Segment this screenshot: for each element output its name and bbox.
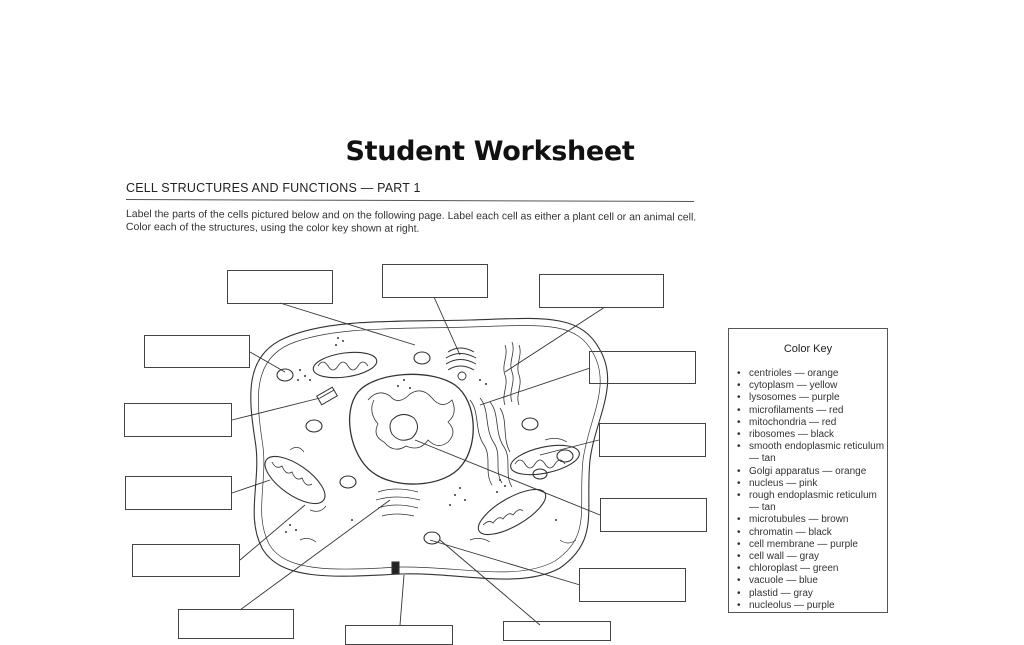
centriole	[317, 387, 338, 405]
color-key-item: • microtubules — brown	[749, 514, 887, 526]
nucleus-envelope	[350, 374, 474, 484]
color-key-item: • ribosomes — black	[749, 429, 887, 441]
instructions-text: Label the parts of the cells pictured below and on the following page. Label each cell as either a plant cell or an animal cell. Color each of the structures, using the color key shown at right.	[125, 208, 697, 235]
label-box-top-center[interactable]	[382, 264, 488, 298]
color-key-item: • plastid — gray	[749, 588, 887, 600]
leader-lines	[232, 297, 605, 625]
color-key-item: • vacuole — blue	[749, 575, 887, 587]
color-key-item: • Golgi apparatus — orange	[749, 466, 887, 478]
mitochondrion-top	[312, 349, 379, 382]
color-key-item: • nucleus — pink	[749, 478, 887, 490]
color-key-item: • cytoplasm — yellow	[749, 380, 887, 392]
label-box-right-2[interactable]	[599, 423, 706, 457]
color-key-item: • chloroplast — green	[749, 563, 887, 575]
label-box-left-3[interactable]	[125, 476, 232, 510]
microfilaments	[290, 438, 576, 543]
color-key-item: • smooth endoplasmic reticulum — tan	[749, 441, 887, 465]
label-box-bottom-3[interactable]	[503, 621, 611, 641]
vacuole-5	[522, 418, 538, 430]
color-key-item: • cell membrane — purple	[749, 539, 887, 551]
label-box-bottom-2[interactable]	[345, 625, 453, 645]
color-key-item: • rough endoplasmic reticulum — tan	[749, 490, 887, 514]
section-heading: CELL STRUCTURES AND FUNCTIONS — PART 1	[126, 181, 421, 195]
smooth-endoplasmic-reticulum	[504, 342, 520, 405]
color-key-item: • mitochondria — red	[749, 417, 887, 429]
vacuole-3	[306, 420, 322, 432]
golgi-apparatus	[446, 348, 476, 380]
color-key-panel	[728, 328, 888, 613]
nucleolus	[390, 414, 418, 440]
worksheet-title: Student Worksheet	[345, 136, 635, 167]
label-box-right-4[interactable]	[579, 568, 686, 602]
cell-membrane-outline	[251, 318, 608, 579]
color-key-item: • nucleolus — purple	[749, 600, 887, 612]
color-key-item: • cell wall — gray	[749, 551, 887, 563]
chromatin	[368, 391, 454, 449]
label-box-left-4[interactable]	[132, 544, 240, 577]
label-box-bottom-1[interactable]	[178, 609, 294, 639]
membrane-channel	[392, 562, 399, 574]
cell-membrane-inner	[258, 325, 600, 571]
vacuole-4	[340, 476, 356, 488]
vacuole-2	[414, 352, 430, 364]
vacuole-1	[277, 369, 293, 381]
label-box-right-1[interactable]	[589, 351, 696, 384]
color-key-item: • microfilaments — red	[749, 405, 887, 417]
color-key-item: • lysosomes — purple	[749, 392, 887, 404]
vacuole-6	[557, 450, 573, 462]
color-key-list	[729, 368, 887, 612]
ribosomes	[285, 337, 557, 533]
color-key-item: • centrioles — orange	[749, 368, 887, 380]
label-box-top-right[interactable]	[539, 274, 664, 308]
label-box-left-2[interactable]	[124, 403, 232, 437]
er-bottom	[376, 489, 420, 516]
color-key-title: Color Key	[783, 343, 833, 355]
color-key-item: • chromatin — black	[749, 527, 887, 539]
label-box-right-3[interactable]	[600, 498, 707, 532]
rough-endoplasmic-reticulum	[470, 398, 512, 487]
label-box-left-1[interactable]	[144, 335, 250, 368]
label-box-top-left[interactable]	[227, 270, 333, 304]
